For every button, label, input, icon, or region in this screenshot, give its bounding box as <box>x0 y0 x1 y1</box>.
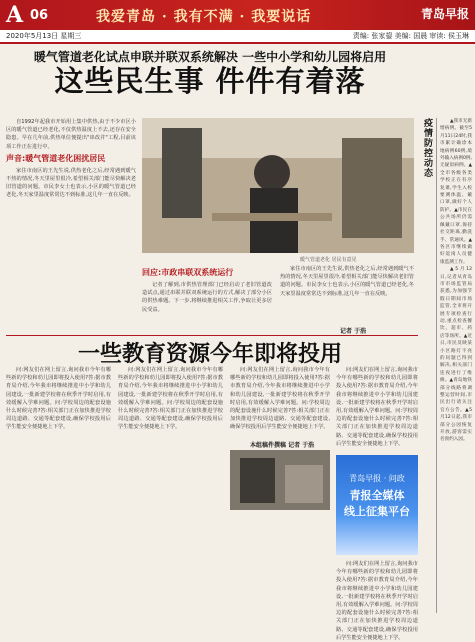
sidebar-text <box>440 118 472 613</box>
editor-credits: 责编: 张家鋆 美编: 国晨 审读: 侯玉琳 <box>352 32 469 40</box>
lead-column-3 <box>280 265 414 325</box>
second-photo <box>230 450 330 510</box>
lead-kicker: 暖气管道老化试点申联并联双系统解决 一些中小学和幼儿园将启用 <box>33 50 387 64</box>
second-qa-cont: 问:网友们在网上留言,询问我市今年有哪些新的学校和幼儿园即将投入使用?答:据市教育局介绍,今年我市将继续推进中小学和幼儿园建设,一批新建学校将在秋季开学时启用,有效缓解入学难问题。问:学校周边的配套设施什么时候完善?答:相关部门正在加快推进学校周边道路、交通等配套建设,确保学校投用后学生能安全便捷地上下学。 <box>118 367 223 431</box>
newspaper-logo: 青岛早报 <box>420 7 469 21</box>
second-byline: 本组稿件撰稿 记者 于浩 <box>250 442 315 449</box>
lead-photo-image <box>142 118 414 253</box>
right-column-body: ▲5月12日,记者从青岛市市场监管局获悉,为加强节假日期间市场监管,全市将开展专项检查行动,重点检查餐饮、超市、药店等场所。▲近日,市民反映某小区路灯不亮的问题已得到解决,相关部门连夜进行了维修。▲青岛地铁部分线路将调整运营时间,市民出行请关注官方公告。▲5月12日起,我市部分公园恢复开放,游客需实名预约入园。 <box>440 267 472 443</box>
second-photo-image <box>230 450 330 510</box>
lead-section-title: 声音:暖气管道老化困扰居民 <box>6 153 106 163</box>
header-slogan: 我爱青岛 · 我有不满 · 我要说话 <box>96 9 312 25</box>
lead-photo <box>142 118 414 253</box>
second-column-2 <box>118 366 223 614</box>
second-qa-cont2: 问:网友们在网上留言,询问我市今年有哪些新的学校和幼儿园即将投入使用?答:据市教育局介绍,今年我市将继续推进中小学和幼儿园建设,一批新建学校将在秋季开学时启用,有效缓解入学难问题。问:学校周边的配套设施什么时候完善?答:相关部门正在加快推进学校周边道路、交通等配套建设,确保学校投用后学生能安全便捷地上下学。 <box>230 367 330 431</box>
second-column-4 <box>336 366 418 451</box>
promo-line-1: 青岛早报 · 问政 <box>349 474 405 483</box>
header-meta <box>0 30 475 44</box>
lead-column-1 <box>6 118 136 328</box>
second-qa: 问:网友们在网上留言,询问我市今年有哪些新的学校和幼儿园即将投入使用?答:据市教育局介绍,今年我市将继续推进中小学和幼儿园建设,一批新建学校将在秋季开学时启用,有效缓解入学难问题。问:学校周边的配套设施什么时候完善?答:相关部门正在加快推进学校周边道路、交通等配套建设,确保学校投用后学生能安全便捷地上下学。 <box>6 367 111 431</box>
promo-line-3: 线上征集平台 <box>344 505 410 518</box>
promo-line-2: 青报全媒体 <box>349 489 405 502</box>
column-divider <box>436 118 437 613</box>
page-letter: A <box>6 2 24 28</box>
section-divider <box>6 335 418 336</box>
page-header <box>0 0 475 30</box>
second-column-1 <box>6 366 111 614</box>
lead-column-2 <box>142 265 272 333</box>
issue-date: 2020年5月13日 星期三 <box>6 32 82 40</box>
second-qa-cont4: 问:网友们在网上留言,询问我市今年有哪些新的学校和幼儿园即将投入使用?答:据市教育局介绍,今年我市将继续推进中小学和幼儿园建设,一批新建学校将在秋季开学时启用,有效缓解入学难问题。问:学校周边的配套设施什么时候完善?答:相关部门正在加快推进学校周边道路、交通等配套建设,确保学校投用后学生能安全便捷地上下学。 <box>336 561 418 641</box>
page-number: 06 <box>30 8 49 23</box>
second-headline: 一些教育资源今年即将投用 <box>77 342 342 367</box>
promo-ad[interactable] <box>336 455 418 555</box>
second-qa-cont3: 问:网友们在网上留言,询问我市今年有哪些新的学校和幼儿园即将投入使用?答:据市教育局介绍,今年我市将继续推进中小学和幼儿园建设,一批新建学校将在秋季开学时启用,有效缓解入学难问题。问:学校周边的配套设施什么时候完善?答:相关部门正在加快推进学校周边道路、交通等配套建设,确保学校投用后学生能安全便捷地上下学。 <box>336 367 418 447</box>
sidebar-body: ▲我市无新增病例。截至5月11日24时,我市累计确诊本地病例60例,境外输入病例0例,无疑似病例。▲全市各级各类学校正在有序复课,学生入校要测体温、戴口罩,做好个人防护。▲市民在公共场所仍需佩戴口罩,保持社交距离,勤洗手、常通风。▲各区市继续做好返岗人员健康监测工作。 <box>440 119 472 265</box>
lead-section-body-cont: 家住市南区的王先生说,供热老化之后,经常遇到暖气不热的情况,冬天里屋里很冷,希望相关部门能尽快解决老旧管道的问题。市民李女士也表示,小区的暖气管道已经老化,冬天家里温度常常达不到标准,这几年一直在反映。 <box>280 266 414 297</box>
lead-section2-body: 记者了解到,市供热管理部门已经启动了老旧管道改造试点,通过串联并联双系统运行的方式,解决了部分小区的供热难题。下一步,将继续推进相关工作,争取让更多居民受益。 <box>142 282 272 313</box>
second-column-5 <box>336 560 418 641</box>
lead-photo-caption: 暖气管道老化 居民有意见 <box>300 257 357 263</box>
lead-section-body: 家住市南区的王先生说,供热老化之后,经常遇到暖气不热的情况,冬天里屋里很冷,希望相关部门能尽快解决老旧管道的问题。市民李女士也表示,小区的暖气管道已经老化,冬天家里温度常常达不到标准,这几年一直在反映。 <box>6 167 136 199</box>
lead-byline: 记者 于浩 <box>340 328 367 335</box>
lead-section2-title: 回应:市政串联双系统运行 <box>142 268 234 277</box>
lead-intro: 自1992年起我市开始用上集中供热,由于不少市区小区的暖气管道已经老化,不仅供热温度上不去,还存在安全隐患。早在几年前,供热单位便提出"串改并"工程,目前该项工作正在进行中。 <box>6 119 136 150</box>
sidebar-title: 疫情防控动态 <box>422 118 432 178</box>
lead-headline: 这些民生事 件件有着落 <box>54 64 366 98</box>
